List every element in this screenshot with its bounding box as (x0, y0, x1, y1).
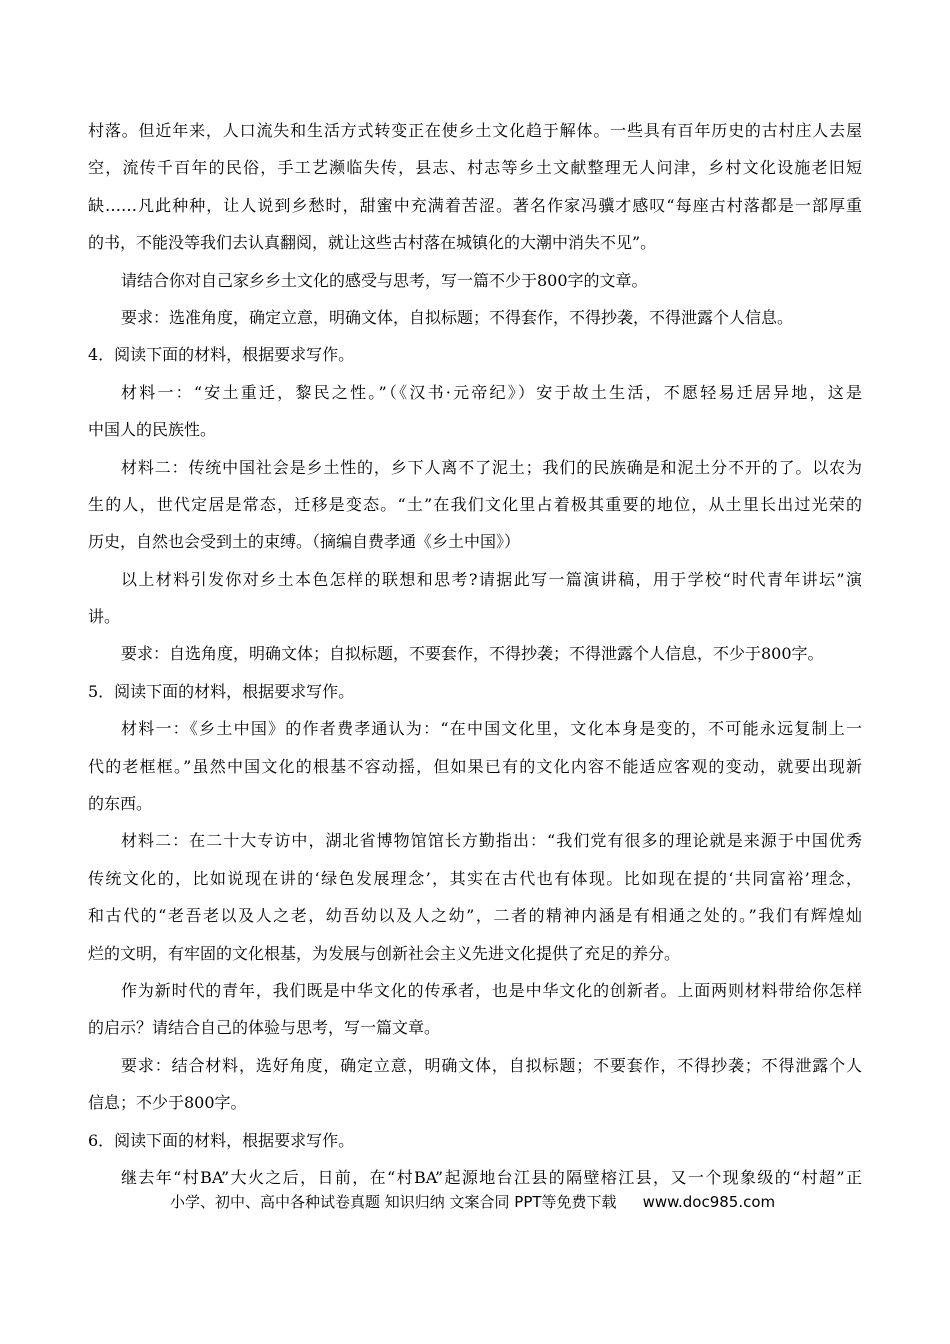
text-line: 要求：结合材料，选好角度，确定立意，明确文体，自拟标题；不要套作，不得抄袭；不得泄露个人 (121, 1055, 862, 1075)
text-line: 请结合你对自己家乡乡土文化的感受与思考，写一篇不少于800字的文章。 (121, 270, 648, 290)
text-line: 要求：自选角度，明确文体；自拟标题，不要套作，不得抄袭；不得泄露个人信息，不少于800字。 (121, 644, 824, 664)
text-line: 作为新时代的青年，我们既是中华文化的传承者，也是中华文化的创新者。上面两则材料带给你怎样 (121, 980, 862, 1000)
text-line: 的启示？请结合自己的体验与思考，写一篇文章。 (88, 1018, 441, 1038)
text-line: 4．阅读下面的材料，根据要求写作。 (88, 345, 355, 365)
footer-url[interactable]: www.doc985.com (642, 1193, 776, 1211)
text-line: 材料一：“安土重迁，黎民之性。”（《汉书·元帝纪》）安于故土生活，不愿轻易迁居异地，这是 (121, 382, 862, 402)
text-line: 讲。 (88, 607, 121, 627)
text-line: 材料二：传统中国社会是乡土性的，乡下人离不了泥土；我们的民族确是和泥土分不开的了。以农为 (121, 457, 862, 477)
text-line: 材料一：《乡土中国》的作者费孝通认为：“在中国文化里，文化本身是变的，不可能永远复制上一 (121, 719, 862, 739)
text-line: 村落。但近年来，人口流失和生活方式转变正在使乡土文化趋于解体。一些具有百年历史的古村庄人去屋 (88, 121, 862, 140)
footer-text: 小学、初中、高中各种试卷真题 知识归纳 文案合同 PPT等免费下载 (170, 1193, 617, 1211)
document-body (88, 112, 862, 1196)
text-line: 生的人，世代定居是常态，迁移是变态。“土”在我们文化里占着极其重要的地位，从土里长出过光荣的 (88, 494, 862, 514)
text-line: 5．阅读下面的材料，根据要求写作。 (88, 681, 355, 701)
text-line: 6．阅读下面的材料，根据要求写作。 (88, 1130, 355, 1150)
text-line: 继去年“村BA”大火之后，日前，在“村BA”起源地台江县的隔壁榕江县，又一个现象级的“村超”正 (121, 1167, 862, 1187)
text-line: 的书，不能没等我们去认真翻阅，就让这些古村落在城镇化的大潮中消失不见”。 (88, 233, 657, 253)
text-line: 以上材料引发你对乡土本色怎样的联想和思考?请据此写一篇演讲稿，用于学校“时代青年讲坛”演 (121, 569, 862, 589)
page-footer (170, 1190, 810, 1214)
text-line: 和古代的“老吾老以及人之老，幼吾幼以及人之幼”，二者的精神内涵是有相通之处的。”我们有辉煌灿 (88, 906, 862, 926)
text-line: 的东西。 (88, 794, 153, 814)
text-line: 缺……凡此种种，让人说到乡愁时，甜蜜中充满着苦涩。著名作家冯骥才感叹“每座古村落都是一部厚重 (88, 195, 862, 215)
text-line: 传统文化的，比如说现在讲的‘绿色发展理念’，其实在古代也有体现。比如现在提的‘共同富裕’理念， (88, 868, 862, 888)
text-line: 历史，自然也会受到土的束缚。（摘编自费孝通《乡土中国》） (88, 532, 521, 552)
text-line: 中国人的民族性。 (88, 420, 217, 440)
text-line: 要求：选准角度，确定立意，明确文体，自拟标题；不得套作，不得抄袭，不得泄露个人信息。 (121, 307, 794, 327)
text-line: 材料二：在二十大专访中，湖北省博物馆馆长方勤指出：“我们党有很多的理论就是来源于中国优秀 (121, 831, 862, 851)
text-line: 空，流传千百年的民俗，手工艺濒临失传，县志、村志等乡土文献整理无人问津，乡村文化设施老旧短 (88, 158, 862, 178)
text-line: 烂的文明，有牢固的文化根基，为发展与创新社会主义先进文化提供了充足的养分。 (88, 943, 681, 963)
text-line: 信息；不少于800字。 (88, 1093, 247, 1113)
text-line: 代的老框框。”虽然中国文化的根基不容动摇，但如果已有的文化内容不能适应客观的变动，就要出现新 (88, 756, 862, 776)
